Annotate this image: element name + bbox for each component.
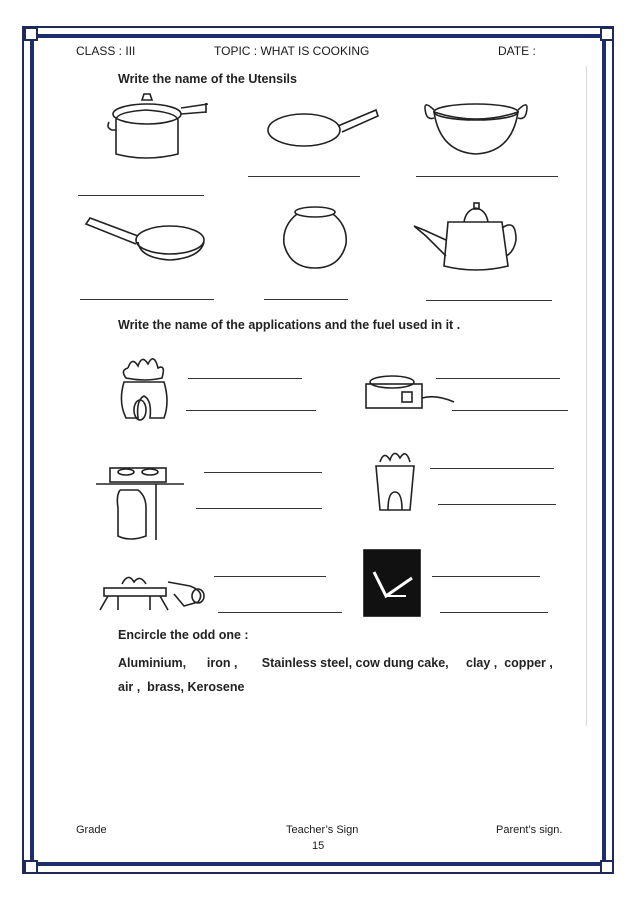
teacher-sign-label: Teacher’s Sign <box>286 824 359 836</box>
grade-label: Grade <box>76 824 107 836</box>
kettle-icon <box>412 200 522 276</box>
answer-line[interactable] <box>426 300 552 301</box>
parent-sign-label: Parent’s sign. <box>496 824 563 836</box>
answer-line[interactable] <box>188 378 302 379</box>
odd-one-words-line2[interactable]: air , brass, Kerosene <box>118 680 245 694</box>
answer-line[interactable] <box>80 299 214 300</box>
answer-line[interactable] <box>438 504 556 505</box>
answer-line[interactable] <box>214 576 326 577</box>
tawa-pan-icon <box>264 104 380 152</box>
kadai-icon <box>420 96 532 156</box>
frying-pan-icon <box>84 214 208 266</box>
section-odd-one-title: Encircle the odd one : <box>118 628 249 642</box>
section-utensils-title: Write the name of the Utensils <box>118 72 297 86</box>
odd-one-words-line1[interactable]: Aluminium, iron , Stainless steel, cow dung cake, clay , copper , <box>118 656 553 670</box>
angithi-stove-icon <box>370 448 420 514</box>
chulha-fire-icon <box>116 352 172 424</box>
section-applications-title: Write the name of the applications and the fuel used in it . <box>118 318 461 332</box>
pressure-cooker-icon <box>106 90 210 166</box>
corner-ornament <box>24 27 38 41</box>
answer-line[interactable] <box>264 299 348 300</box>
answer-line[interactable] <box>432 576 540 577</box>
answer-line[interactable] <box>416 176 558 177</box>
kerosene-stove-icon <box>94 572 210 612</box>
corner-ornament <box>600 860 614 874</box>
page-number: 15 <box>312 840 325 852</box>
answer-line[interactable] <box>430 468 554 469</box>
answer-line[interactable] <box>248 176 360 177</box>
gas-stove-cylinder-icon <box>96 460 184 544</box>
answer-line[interactable] <box>78 195 204 196</box>
answer-line[interactable] <box>452 410 568 411</box>
answer-line[interactable] <box>440 612 548 613</box>
coal-icon <box>364 550 420 616</box>
class-label: CLASS : III <box>76 44 136 58</box>
date-label: DATE : <box>498 44 536 58</box>
clay-pot-icon <box>280 204 350 270</box>
answer-line[interactable] <box>196 508 322 509</box>
answer-line[interactable] <box>436 378 560 379</box>
answer-line[interactable] <box>186 410 316 411</box>
answer-line[interactable] <box>218 612 342 613</box>
answer-line[interactable] <box>204 472 322 473</box>
topic-label: TOPIC : WHAT IS COOKING <box>214 44 370 58</box>
corner-ornament <box>24 860 38 874</box>
corner-ornament <box>600 27 614 41</box>
